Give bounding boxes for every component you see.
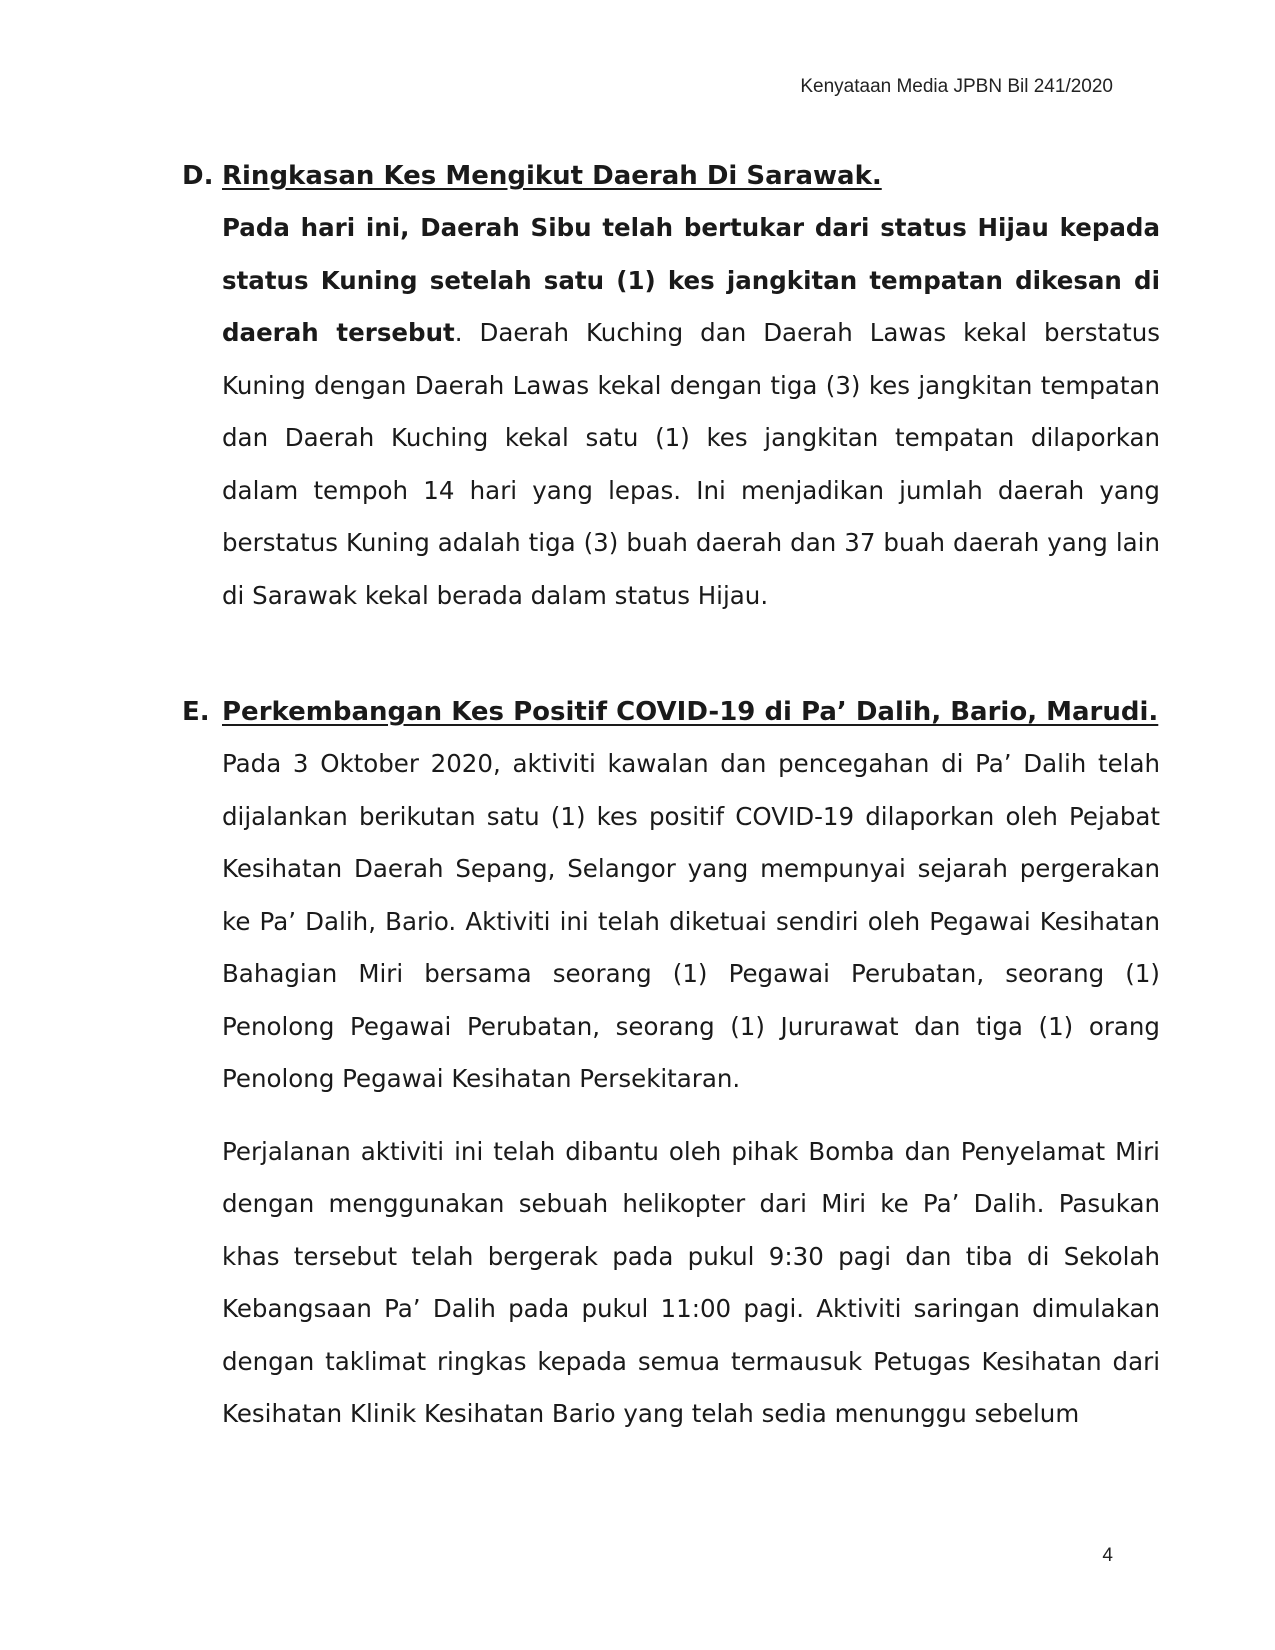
section-e (182, 686, 1160, 1441)
section-e-title: Perkembangan Kes Positif COVID-19 di Pa’ Dalih, Bario, Marudi. (222, 697, 1159, 727)
section-d (182, 150, 1160, 622)
section-d-heading (182, 150, 1160, 202)
section-d-plain-text: . Daerah Kuching dan Daerah Lawas kekal berstatus Kuning dengan Daerah Lawas kekal dengan tiga (3) kes jangkitan tempatan dan Daerah Kuching kekal satu (1) kes jangkitan tempatan dilaporkan dalam tempoh 14 hari yang lepas. Ini menjadikan jumlah daerah yang berstatus Kuning adalah tiga (3) buah daerah dan 37 buah daerah yang lain di Sarawak kekal berada dalam status Hijau. (222, 318, 1160, 610)
page-number: 4 (1102, 1545, 1113, 1566)
section-e-letter: E. (182, 697, 210, 727)
section-e-paragraph-2: Perjalanan aktiviti ini telah dibantu oleh pihak Bomba dan Penyelamat Miri dengan menggunakan sebuah helikopter dari Miri ke Pa’ Dalih. Pasukan khas tersebut telah bergerak pada pukul 9:30 pagi dan tiba di Sekolah Kebangsaan Pa’ Dalih pada pukul 11:00 pagi. Aktiviti saringan dimulakan dengan taklimat ringkas kepada semua termausuk Petugas Kesihatan dari Kesihatan Klinik Kesihatan Bario yang telah sedia menunggu sebelum (222, 1136, 1160, 1428)
section-e-heading (182, 686, 1160, 738)
document-reference: Kenyataan Media JPBN Bil 241/2020 (800, 76, 1113, 97)
section-d-bold-text: Pada hari ini, Daerah Sibu telah bertukar dari status Hijau kepada status Kuning setelah satu (1) kes jangkitan tempatan dikesan di daerah tersebut (222, 213, 1160, 347)
section-d-title: Ringkasan Kes Mengikut Daerah Di Sarawak. (222, 161, 882, 191)
section-e-paragraph-1: Pada 3 Oktober 2020, aktiviti kawalan dan pencegahan di Pa’ Dalih telah dijalankan berikutan satu (1) kes positif COVID-19 dilaporkan oleh Pejabat Kesihatan Daerah Sepang, Selangor yang mempunyai sejarah pergerakan ke Pa’ Dalih, Bario. Aktiviti ini telah diketuai sendiri oleh Pegawai Kesihatan Bahagian Miri bersama seorang (1) Pegawai Perubatan, seorang (1) Penolong Pegawai Perubatan, seorang (1) Jururawat dan tiga (1) orang Penolong Pegawai Kesihatan Persekitaran. (222, 749, 1160, 1093)
section-d-paragraph (222, 202, 1160, 622)
section-d-letter: D. (182, 161, 214, 191)
